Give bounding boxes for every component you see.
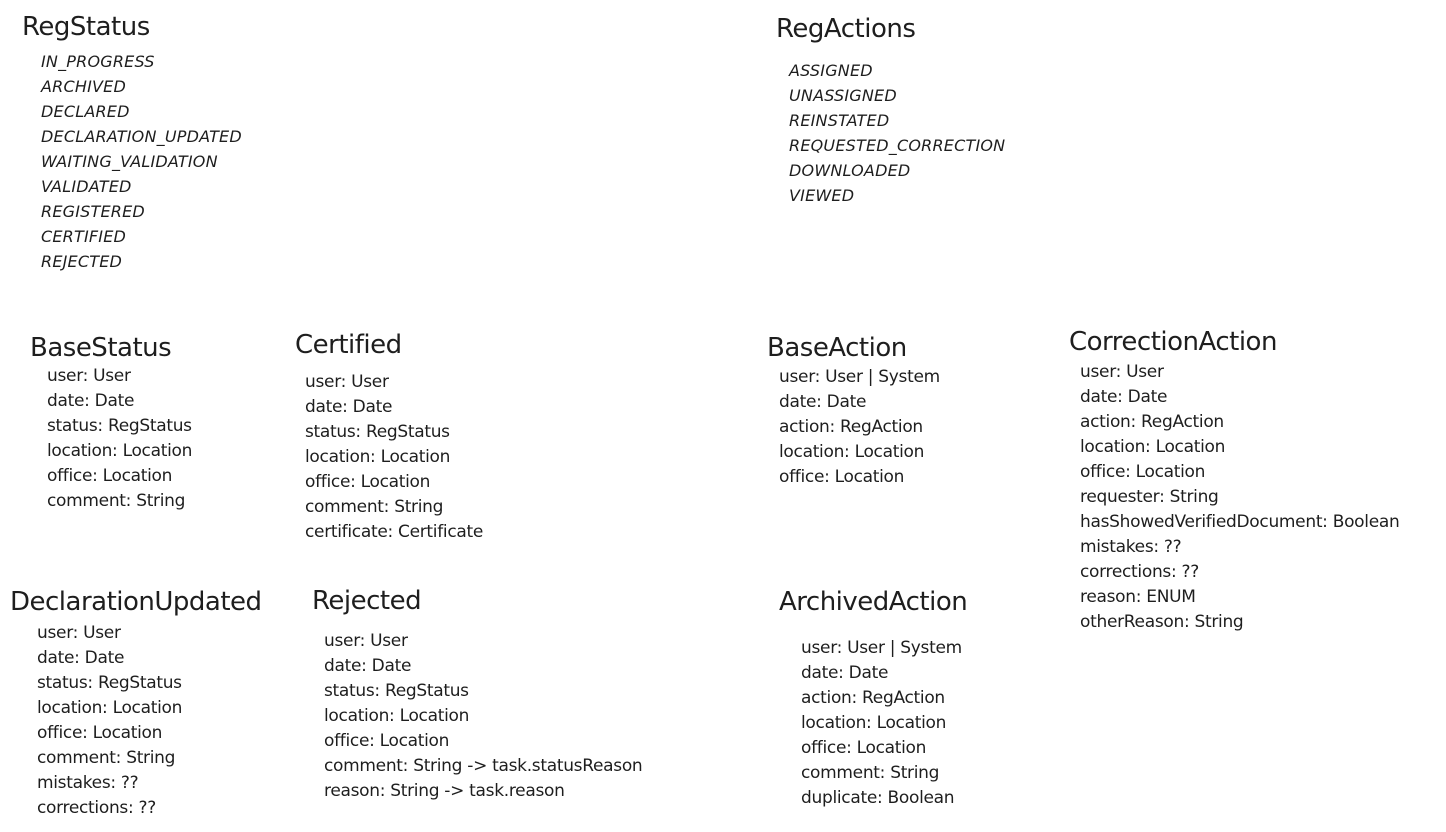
field: date: Date xyxy=(47,391,135,411)
field: office: Location xyxy=(801,738,927,758)
field: mistakes: ?? xyxy=(1080,537,1182,557)
field: mistakes: ?? xyxy=(37,773,139,793)
field: user: User xyxy=(47,366,131,386)
field: office: Location xyxy=(305,472,431,492)
enum-value: VALIDATED xyxy=(41,177,132,196)
field: status: RegStatus xyxy=(37,673,182,693)
field: comment: String xyxy=(37,748,176,768)
field: action: RegAction xyxy=(801,688,945,708)
enum-value: IN_PROGRESS xyxy=(41,52,155,71)
field: reason: ENUM xyxy=(1080,587,1196,607)
field: date: Date xyxy=(801,663,889,683)
correction-action-title: CorrectionAction xyxy=(1069,327,1277,357)
field: hasShowedVerifiedDocument: Boolean xyxy=(1080,512,1400,532)
enum-value: DECLARATION_UPDATED xyxy=(41,127,242,146)
base-action-type xyxy=(767,333,940,487)
reg-status-title: RegStatus xyxy=(22,12,150,42)
field: date: Date xyxy=(37,648,125,668)
rejected-title: Rejected xyxy=(312,586,422,616)
field: location: Location xyxy=(1080,437,1226,457)
field: comment: String xyxy=(47,491,186,511)
field: requester: String xyxy=(1080,487,1219,507)
base-status-title: BaseStatus xyxy=(30,333,172,363)
field: date: Date xyxy=(324,656,412,676)
field: office: Location xyxy=(1080,462,1206,482)
field: location: Location xyxy=(801,713,947,733)
field: office: Location xyxy=(779,467,905,487)
field: corrections: ?? xyxy=(37,798,156,818)
field: user: User | System xyxy=(779,367,940,387)
field: status: RegStatus xyxy=(305,422,450,442)
field: reason: String -> task.reason xyxy=(324,781,565,801)
field: date: Date xyxy=(1080,387,1168,407)
field: location: Location xyxy=(47,441,193,461)
field: location: Location xyxy=(37,698,183,718)
field: date: Date xyxy=(779,392,867,412)
field: location: Location xyxy=(305,447,451,467)
archived-action-type xyxy=(779,587,968,808)
field: location: Location xyxy=(779,442,925,462)
enum-value: REGISTERED xyxy=(41,202,145,221)
field: otherReason: String xyxy=(1080,612,1244,632)
field: duplicate: Boolean xyxy=(801,788,955,808)
enum-value: ARCHIVED xyxy=(41,77,126,96)
field: location: Location xyxy=(324,706,470,726)
base-action-title: BaseAction xyxy=(767,333,907,363)
enum-value: DECLARED xyxy=(41,102,130,121)
field: user: User | System xyxy=(801,638,962,658)
base-status-type xyxy=(30,333,193,511)
field: user: User xyxy=(37,623,121,643)
field: action: RegAction xyxy=(1080,412,1224,432)
enum-value: ASSIGNED xyxy=(789,61,873,80)
archived-action-title: ArchivedAction xyxy=(779,587,968,617)
certified-title: Certified xyxy=(295,330,402,360)
enum-value: REINSTATED xyxy=(789,111,890,130)
enum-value: REJECTED xyxy=(41,252,123,271)
field: certificate: Certificate xyxy=(305,522,484,542)
field: user: User xyxy=(324,631,408,651)
field: office: Location xyxy=(324,731,450,751)
correction-action-type xyxy=(1069,327,1400,632)
enum-value: DOWNLOADED xyxy=(789,161,911,180)
declaration-updated-type xyxy=(10,587,262,818)
enum-value: WAITING_VALIDATION xyxy=(41,152,218,171)
field: comment: String xyxy=(305,497,444,517)
declaration-updated-title: DeclarationUpdated xyxy=(10,587,262,617)
field: comment: String xyxy=(801,763,940,783)
field: action: RegAction xyxy=(779,417,923,437)
field: status: RegStatus xyxy=(47,416,192,436)
rejected-type xyxy=(312,586,643,801)
enum-value: REQUESTED_CORRECTION xyxy=(789,136,1006,155)
field: comment: String -> task.statusReason xyxy=(324,756,643,776)
field: user: User xyxy=(1080,362,1164,382)
field: office: Location xyxy=(47,466,173,486)
reg-actions-enum xyxy=(776,14,1006,205)
field: date: Date xyxy=(305,397,393,417)
field: office: Location xyxy=(37,723,163,743)
field: status: RegStatus xyxy=(324,681,469,701)
field: user: User xyxy=(305,372,389,392)
enum-value: VIEWED xyxy=(789,186,855,205)
reg-actions-title: RegActions xyxy=(776,14,916,44)
enum-value: CERTIFIED xyxy=(41,227,127,246)
field: corrections: ?? xyxy=(1080,562,1199,582)
certified-type xyxy=(295,330,484,542)
enum-value: UNASSIGNED xyxy=(789,86,897,105)
reg-status-enum xyxy=(22,12,242,271)
